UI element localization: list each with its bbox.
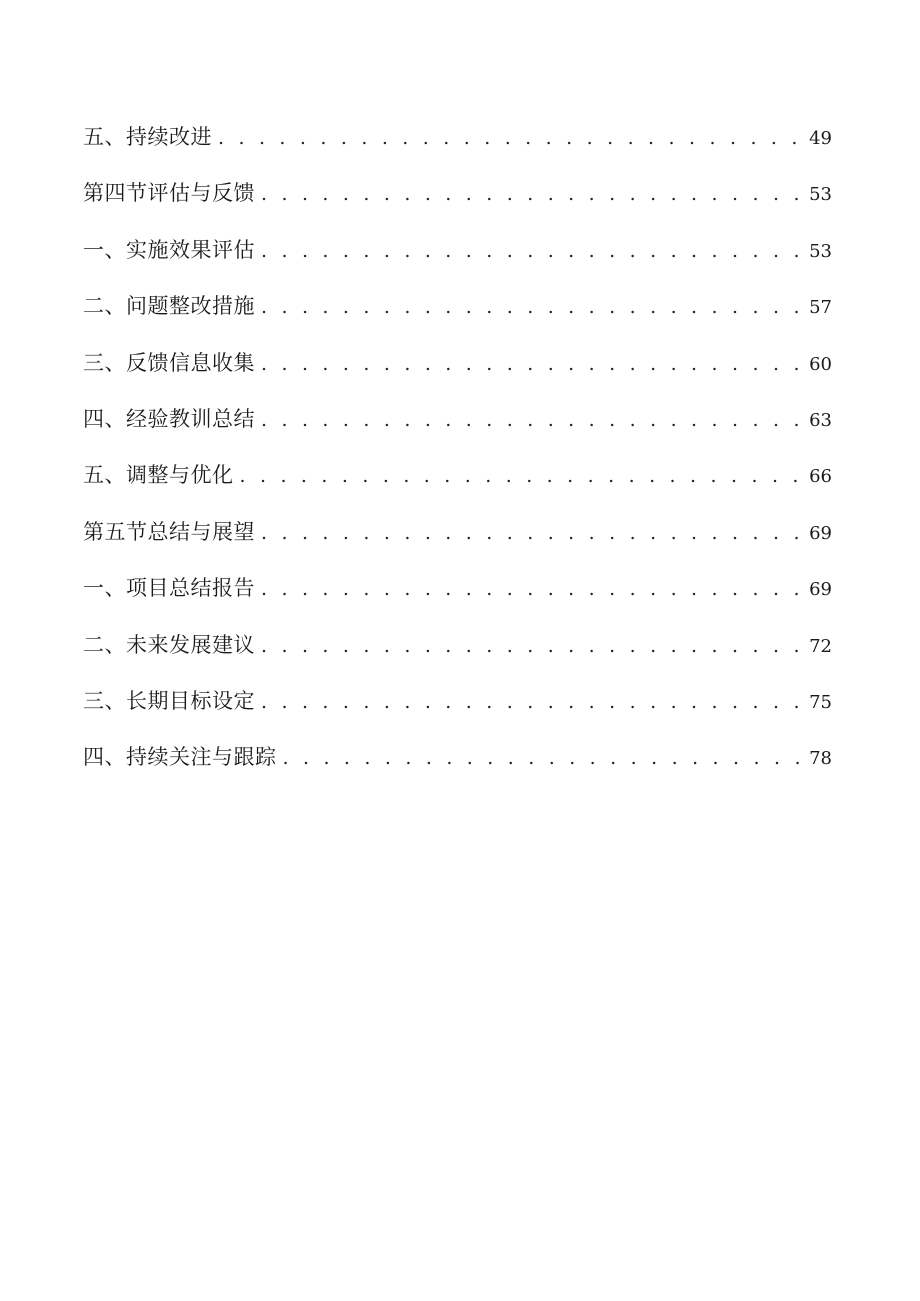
toc-page-number: 57 — [809, 297, 832, 319]
toc-page-number: 60 — [809, 353, 832, 375]
toc-entry-title: 四、持续关注与跟踪 — [83, 745, 277, 770]
toc-entry[interactable] — [83, 729, 832, 785]
toc-dot-leader — [240, 448, 806, 504]
toc-entry[interactable] — [83, 391, 832, 447]
toc-entry-title: 第五节总结与展望 — [83, 519, 255, 544]
toc-page-number: 69 — [809, 522, 832, 544]
toc-dot-leader — [261, 166, 805, 222]
toc-dot-leader — [283, 730, 806, 786]
toc-entry-title: 第四节评估与反馈 — [83, 181, 255, 206]
toc-dot-leader — [261, 561, 805, 617]
toc-page-number: 49 — [809, 128, 832, 149]
toc-entry-title: 二、未来发展建议 — [83, 632, 255, 657]
toc-entry-title: 一、实施效果评估 — [83, 237, 255, 262]
toc-entry-title: 三、反馈信息收集 — [83, 350, 255, 375]
toc-entry[interactable] — [83, 109, 832, 165]
toc-entry-title: 四、经验教训总结 — [83, 406, 255, 431]
toc-dot-leader — [261, 618, 805, 674]
toc-page-number: 66 — [809, 466, 832, 488]
toc-entry[interactable] — [83, 447, 832, 503]
toc-entry[interactable] — [83, 673, 832, 729]
toc-entry[interactable] — [83, 504, 832, 560]
toc-entry[interactable] — [83, 165, 832, 221]
table-of-contents — [83, 109, 832, 786]
toc-entry-title: 二、问题整改措施 — [83, 294, 255, 319]
toc-entry-title: 一、项目总结报告 — [83, 576, 255, 601]
toc-entry-title: 五、持续改进 — [83, 125, 212, 149]
toc-dot-leader — [261, 336, 805, 392]
toc-dot-leader — [261, 392, 805, 448]
toc-dot-leader — [218, 110, 805, 166]
toc-page-number: 53 — [809, 184, 832, 206]
toc-entry[interactable] — [83, 560, 832, 616]
toc-dot-leader — [261, 223, 805, 279]
toc-page-number: 72 — [809, 635, 832, 657]
toc-dot-leader — [261, 674, 805, 730]
toc-dot-leader — [261, 279, 805, 335]
toc-entry-title: 三、长期目标设定 — [83, 688, 255, 713]
toc-entry[interactable] — [83, 222, 832, 278]
toc-entry[interactable] — [83, 278, 832, 334]
toc-page-number: 69 — [809, 579, 832, 601]
toc-dot-leader — [261, 505, 805, 561]
toc-page-number: 53 — [809, 240, 832, 262]
toc-page-number: 78 — [809, 748, 832, 770]
toc-page-number: 63 — [809, 409, 832, 431]
toc-entry[interactable] — [83, 617, 832, 673]
toc-entry-title: 五、调整与优化 — [83, 463, 234, 488]
toc-entry[interactable] — [83, 335, 832, 391]
toc-page-number: 75 — [809, 691, 832, 713]
